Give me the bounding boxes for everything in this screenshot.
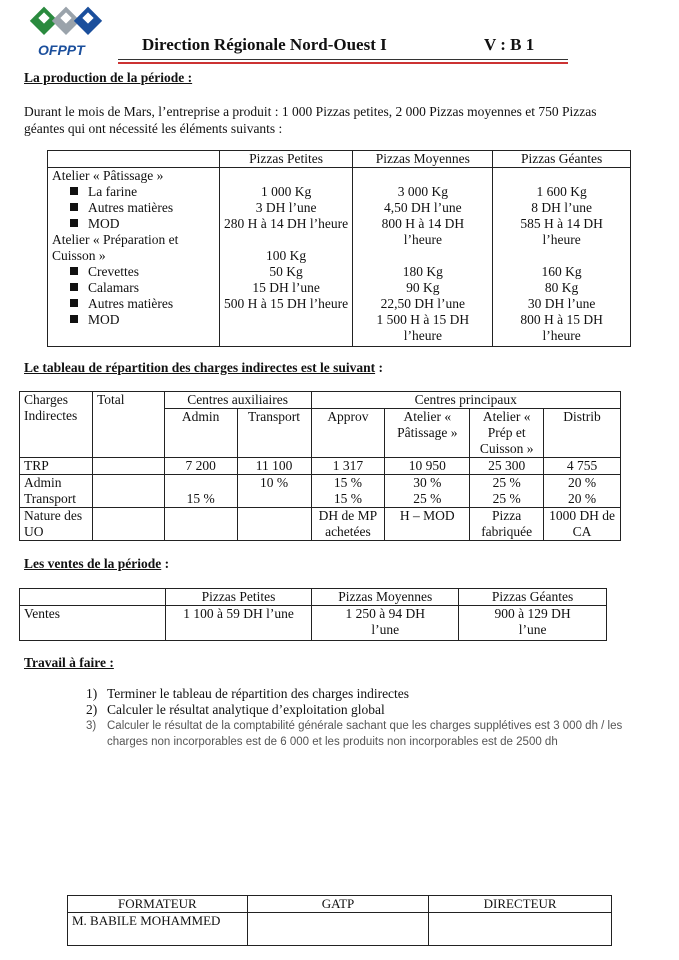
value [497,248,626,264]
cell: 25 % 25 % [470,475,544,508]
ventes-row [20,606,607,641]
travail-heading: Travail à faire : [24,655,114,670]
ventes-heading-wrap [24,556,169,572]
value: 22,50 DH l’une [380,296,466,311]
petites-values-cell [219,168,353,347]
col-admin: Admin [164,409,237,458]
signature-header-row [68,896,612,913]
cell: 10 950 [385,458,470,475]
col-transport: Transport [237,409,311,458]
travail-list [86,686,656,750]
cell-total [92,475,164,508]
item-number: 2) [86,702,98,717]
cell [237,508,311,541]
logo-text: OFPPT [38,42,85,58]
col-atelier-prep: Atelier « Prép et Cuisson » [470,409,544,458]
value: 160 Kg [541,264,582,279]
cell: 1 250 à 94 DH l’une [312,606,459,641]
value [357,168,488,184]
cell: 1 317 [311,458,385,475]
production-header-row [48,151,631,168]
row-label: Autres matières [52,296,215,312]
ventes-header-empty [20,589,166,606]
moyennes-values-cell [353,168,493,347]
col-pizzas-petites: Pizzas Petites [219,151,353,168]
bullet-icon [70,219,78,227]
charges-row-trp [20,458,621,475]
bullet-icon [70,203,78,211]
value: 3 DH l’une [255,200,317,215]
header-rule [118,59,568,60]
row-label: Ventes [20,606,166,641]
row-label: MOD [52,312,215,328]
cell [164,508,237,541]
col-formateur: FORMATEUR [68,896,248,913]
item-number: 3) [86,720,97,732]
col-gatp: GATP [247,896,429,913]
value: l’heure [403,232,442,247]
bullet-icon [70,299,78,307]
value: 1 000 Kg [260,184,312,199]
list-item [86,702,656,718]
row-label: La farine [52,184,215,200]
col-pizzas-moyennes: Pizzas Moyennes [312,589,459,606]
value: 90 Kg [406,280,440,295]
value: 280 H à 14 DH l’heure [224,216,349,231]
cell: 20 % 20 % [544,475,621,508]
col-distrib: Distrib [544,409,621,458]
value: 100 Kg [266,248,307,263]
value: l’heure [403,328,442,343]
row-label: Atelier « Préparation et [52,232,179,247]
row-label: Cuisson » [52,248,106,263]
col-approv: Approv [311,409,385,458]
col-atelier-patissage: Atelier « Pâtissage » [385,409,470,458]
row-label: Nature des UO [20,508,93,541]
item-text: Calculer le résultat analytique d’exploitation global [107,702,385,717]
charges-heading: Le tableau de répartition des charges indirectes est le suivant [24,360,376,375]
value: 8 DH l’une [531,200,592,215]
row-label: Autres matières [52,200,215,216]
ventes-heading-suffix: : [161,556,170,571]
cell: 10 % [237,475,311,508]
production-header-empty [48,151,220,168]
production-intro-line1: Durant le mois de Mars, l’entreprise a produit : 1 000 Pizzas petites, 2 000 Pizzas moyennes et 750 Pizzas [24,104,597,119]
gatp-signature [247,913,429,946]
cell: 900 à 129 DH l’une [459,606,607,641]
value [224,168,349,184]
version-label: V : B 1 [484,35,535,54]
item-text: Terminer le tableau de répartition des charges indirectes [107,686,410,701]
list-item [86,686,656,702]
cell: 11 100 [237,458,311,475]
bullet-icon [70,315,78,323]
cell: 25 300 [470,458,544,475]
cell: Pizza fabriquée [470,508,544,541]
production-table [47,150,631,347]
ofppt-logo [20,4,112,60]
header-rule-red [118,62,568,64]
formateur-name: M. BABILE MOHAMMED [68,913,248,946]
value: 180 Kg [402,264,443,279]
charges-heading-suffix: : [375,360,383,375]
cell: 4 755 [544,458,621,475]
row-label: TRP [20,458,93,475]
h-aux: Centres auxiliaires [164,392,311,409]
bullet-icon [70,283,78,291]
cell: 15 % [164,475,237,508]
value: 500 H à 15 DH l’heure [224,296,349,311]
col-pizzas-geantes: Pizzas Géantes [459,589,607,606]
ventes-table [19,588,607,641]
signature-body-row [68,913,612,946]
col-pizzas-geantes: Pizzas Géantes [493,151,631,168]
charges-table [19,391,621,541]
row-label: Crevettes [52,264,215,280]
cell: 1000 DH de CA [544,508,621,541]
row-label: Calamars [52,280,215,296]
ventes-header-row [20,589,607,606]
charges-heading-wrap [24,360,383,376]
production-labels-cell [48,168,220,347]
cell: H – MOD [385,508,470,541]
charges-row-admin-transport [20,475,621,508]
item-text: Calculer le résultat de la comptabilité générale sachant que les charges supplétives est 3 000 dh / les charges non incorporables est de 6 000 et les produits non incorporables est de 2500 dh [107,720,623,748]
col-pizzas-petites: Pizzas Petites [165,589,312,606]
production-heading: La production de la période : [24,70,193,85]
col-pizzas-moyennes: Pizzas Moyennes [353,151,493,168]
cell: DH de MP achetées [311,508,385,541]
value: 80 Kg [544,280,579,295]
value: 1 500 H à 15 DH [376,312,470,327]
charges-row-nature [20,508,621,541]
col-directeur: DIRECTEUR [429,896,612,913]
value [224,232,349,248]
directeur-signature [429,913,612,946]
row-label: Atelier « Pâtissage » [52,168,164,183]
cell-total [92,458,164,475]
geantes-values-cell [493,168,631,347]
ventes-heading: Les ventes de la période [24,556,162,571]
row-label: MOD [52,216,215,232]
charges-header-row [20,392,621,409]
bullet-icon [70,267,78,275]
h-princ: Centres principaux [311,392,621,409]
cell: 1 100 à 59 DH l’une [165,606,312,641]
row-label: Admin Transport [20,475,93,508]
bullet-icon [70,187,78,195]
production-body-row [48,168,631,347]
h-charges: Charges Indirectes [20,392,93,458]
list-item [86,718,656,750]
value [497,168,626,184]
production-intro-line2: géantes qui ont nécessité les éléments suivants : [24,121,283,136]
cell: 7 200 [164,458,237,475]
value: 800 H à 14 DH [381,216,465,231]
row-label [52,328,215,344]
item-number: 1) [86,686,98,701]
cell: 15 % 15 % [311,475,385,508]
value: 4,50 DH l’une [384,200,462,215]
value: l’heure [542,328,581,343]
h-total: Total [92,392,164,458]
value: 3 000 Kg [397,184,448,199]
value: 15 DH l’une [252,280,320,295]
value: 50 Kg [269,264,303,279]
value: 1 600 Kg [536,184,587,199]
value: l’heure [542,232,581,247]
value: 30 DH l’une [527,296,596,311]
signature-table [67,895,612,946]
cell: 30 % 25 % [385,475,470,508]
value: 800 H à 15 DH [520,312,603,327]
value [357,248,488,264]
value: 585 H à 14 DH [520,216,603,231]
page-title: Direction Régionale Nord-Ouest I [142,35,387,54]
cell-total [92,508,164,541]
